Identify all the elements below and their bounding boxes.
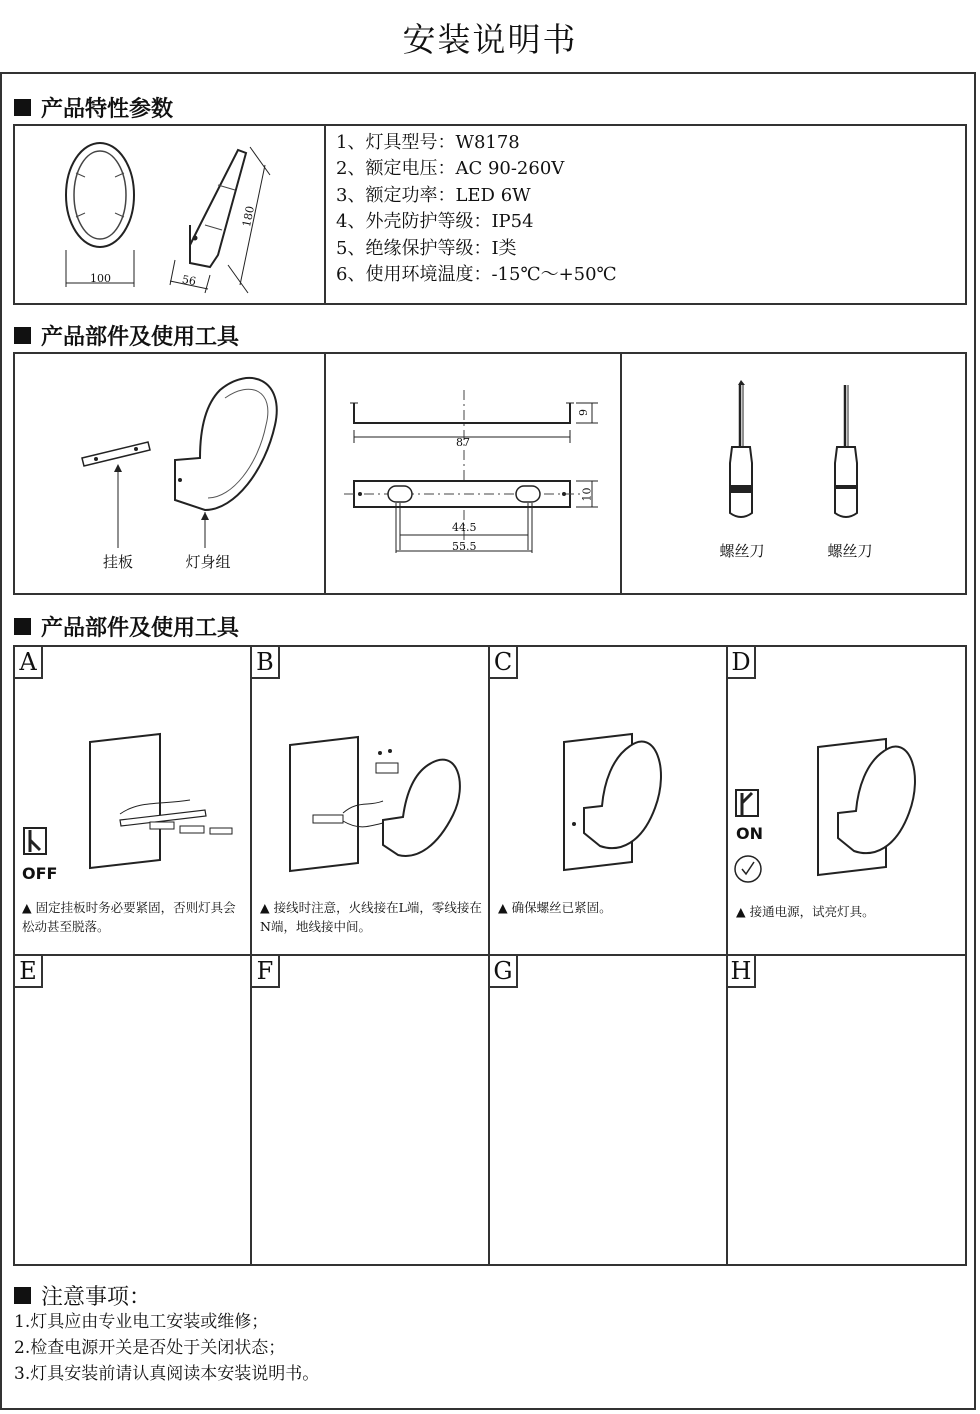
spec-item: 6、使用环境温度：-15℃～+50℃	[336, 264, 617, 286]
part-label-plate: 挂板	[102, 553, 133, 571]
page-title: 安装说明书	[402, 20, 578, 59]
spec-item: 4、外壳防护等级：IP54	[336, 211, 534, 233]
lamp-dimension-drawing	[40, 135, 310, 300]
plate-dimension-drawing	[340, 385, 610, 565]
step-letter: H	[728, 956, 756, 988]
dim-width: 100	[90, 272, 111, 285]
dim-slot-span: 55.5	[452, 540, 477, 553]
spec-item: 5、绝缘保护等级：I类	[336, 237, 517, 259]
part-label-body: 灯身组	[185, 553, 231, 571]
dim-plate-width: 10	[580, 487, 594, 502]
dim-hole-pitch: 44.5	[452, 521, 477, 534]
dim-height: 180	[239, 204, 258, 229]
section-heading-text: 产品部件及使用工具	[41, 325, 240, 350]
section-heading-text: 注意事项：	[41, 1285, 152, 1310]
bullet-square-icon	[14, 618, 31, 635]
bullet-square-icon	[14, 99, 31, 116]
dim-plate-height: 9	[577, 409, 590, 416]
switch-state-off: OFF	[22, 864, 58, 883]
step-d-drawing	[734, 735, 964, 885]
step-letter: C	[490, 647, 518, 679]
step-c-drawing	[540, 728, 720, 878]
tool-label: 螺丝刀	[827, 542, 873, 560]
step-a-drawing	[20, 730, 245, 880]
step-note: ▲ 接线时注意，火线接在L端，零线接在N端，地线接中间。	[260, 900, 482, 934]
spec-item: 3、额定功率：LED 6W	[336, 184, 531, 206]
spec-item: 2、额定电压：AC 90-260V	[336, 158, 565, 180]
step-note: ▲ 固定挂板时务必要紧固，否则灯具会松动甚至脱落。	[22, 900, 236, 934]
caution-item: 1.灯具应由专业电工安装或维修；	[14, 1312, 269, 1332]
step-letter: E	[15, 956, 43, 988]
step-letter: B	[252, 647, 280, 679]
tool-label: 螺丝刀	[719, 542, 765, 560]
switch-state-on: ON	[736, 824, 763, 843]
bullet-square-icon	[14, 327, 31, 344]
step-letter: G	[490, 956, 518, 988]
step-letter: F	[252, 956, 280, 988]
section-heading-parts	[14, 320, 239, 351]
section-heading-text: 产品部件及使用工具	[41, 616, 240, 641]
cautions-heading	[14, 1280, 151, 1311]
dim-plate-length: 87	[456, 436, 470, 449]
step-letter: A	[15, 647, 43, 679]
screwdriver-drawing	[720, 385, 870, 525]
divider	[324, 352, 326, 595]
spec-list	[336, 130, 617, 288]
parts-drawing	[70, 370, 290, 550]
step-letter: D	[728, 647, 756, 679]
divider	[324, 124, 326, 305]
step-note: ▲ 确保螺丝已紧固。	[498, 900, 612, 915]
spec-item: 1、灯具型号：W8178	[336, 132, 520, 153]
step-b-drawing	[258, 735, 483, 885]
caution-item: 3.灯具安装前请认真阅读本安装说明书。	[14, 1364, 320, 1384]
caution-item: 2.检查电源开关是否处于关闭状态；	[14, 1338, 286, 1358]
dim-depth: 56	[180, 272, 198, 289]
divider	[620, 352, 622, 595]
section-heading-install	[14, 611, 239, 642]
section-heading-specs	[14, 92, 173, 123]
section-heading-text: 产品特性参数	[41, 97, 174, 122]
step-note: ▲ 接通电源，试亮灯具。	[736, 904, 875, 919]
bullet-square-icon	[14, 1287, 31, 1304]
